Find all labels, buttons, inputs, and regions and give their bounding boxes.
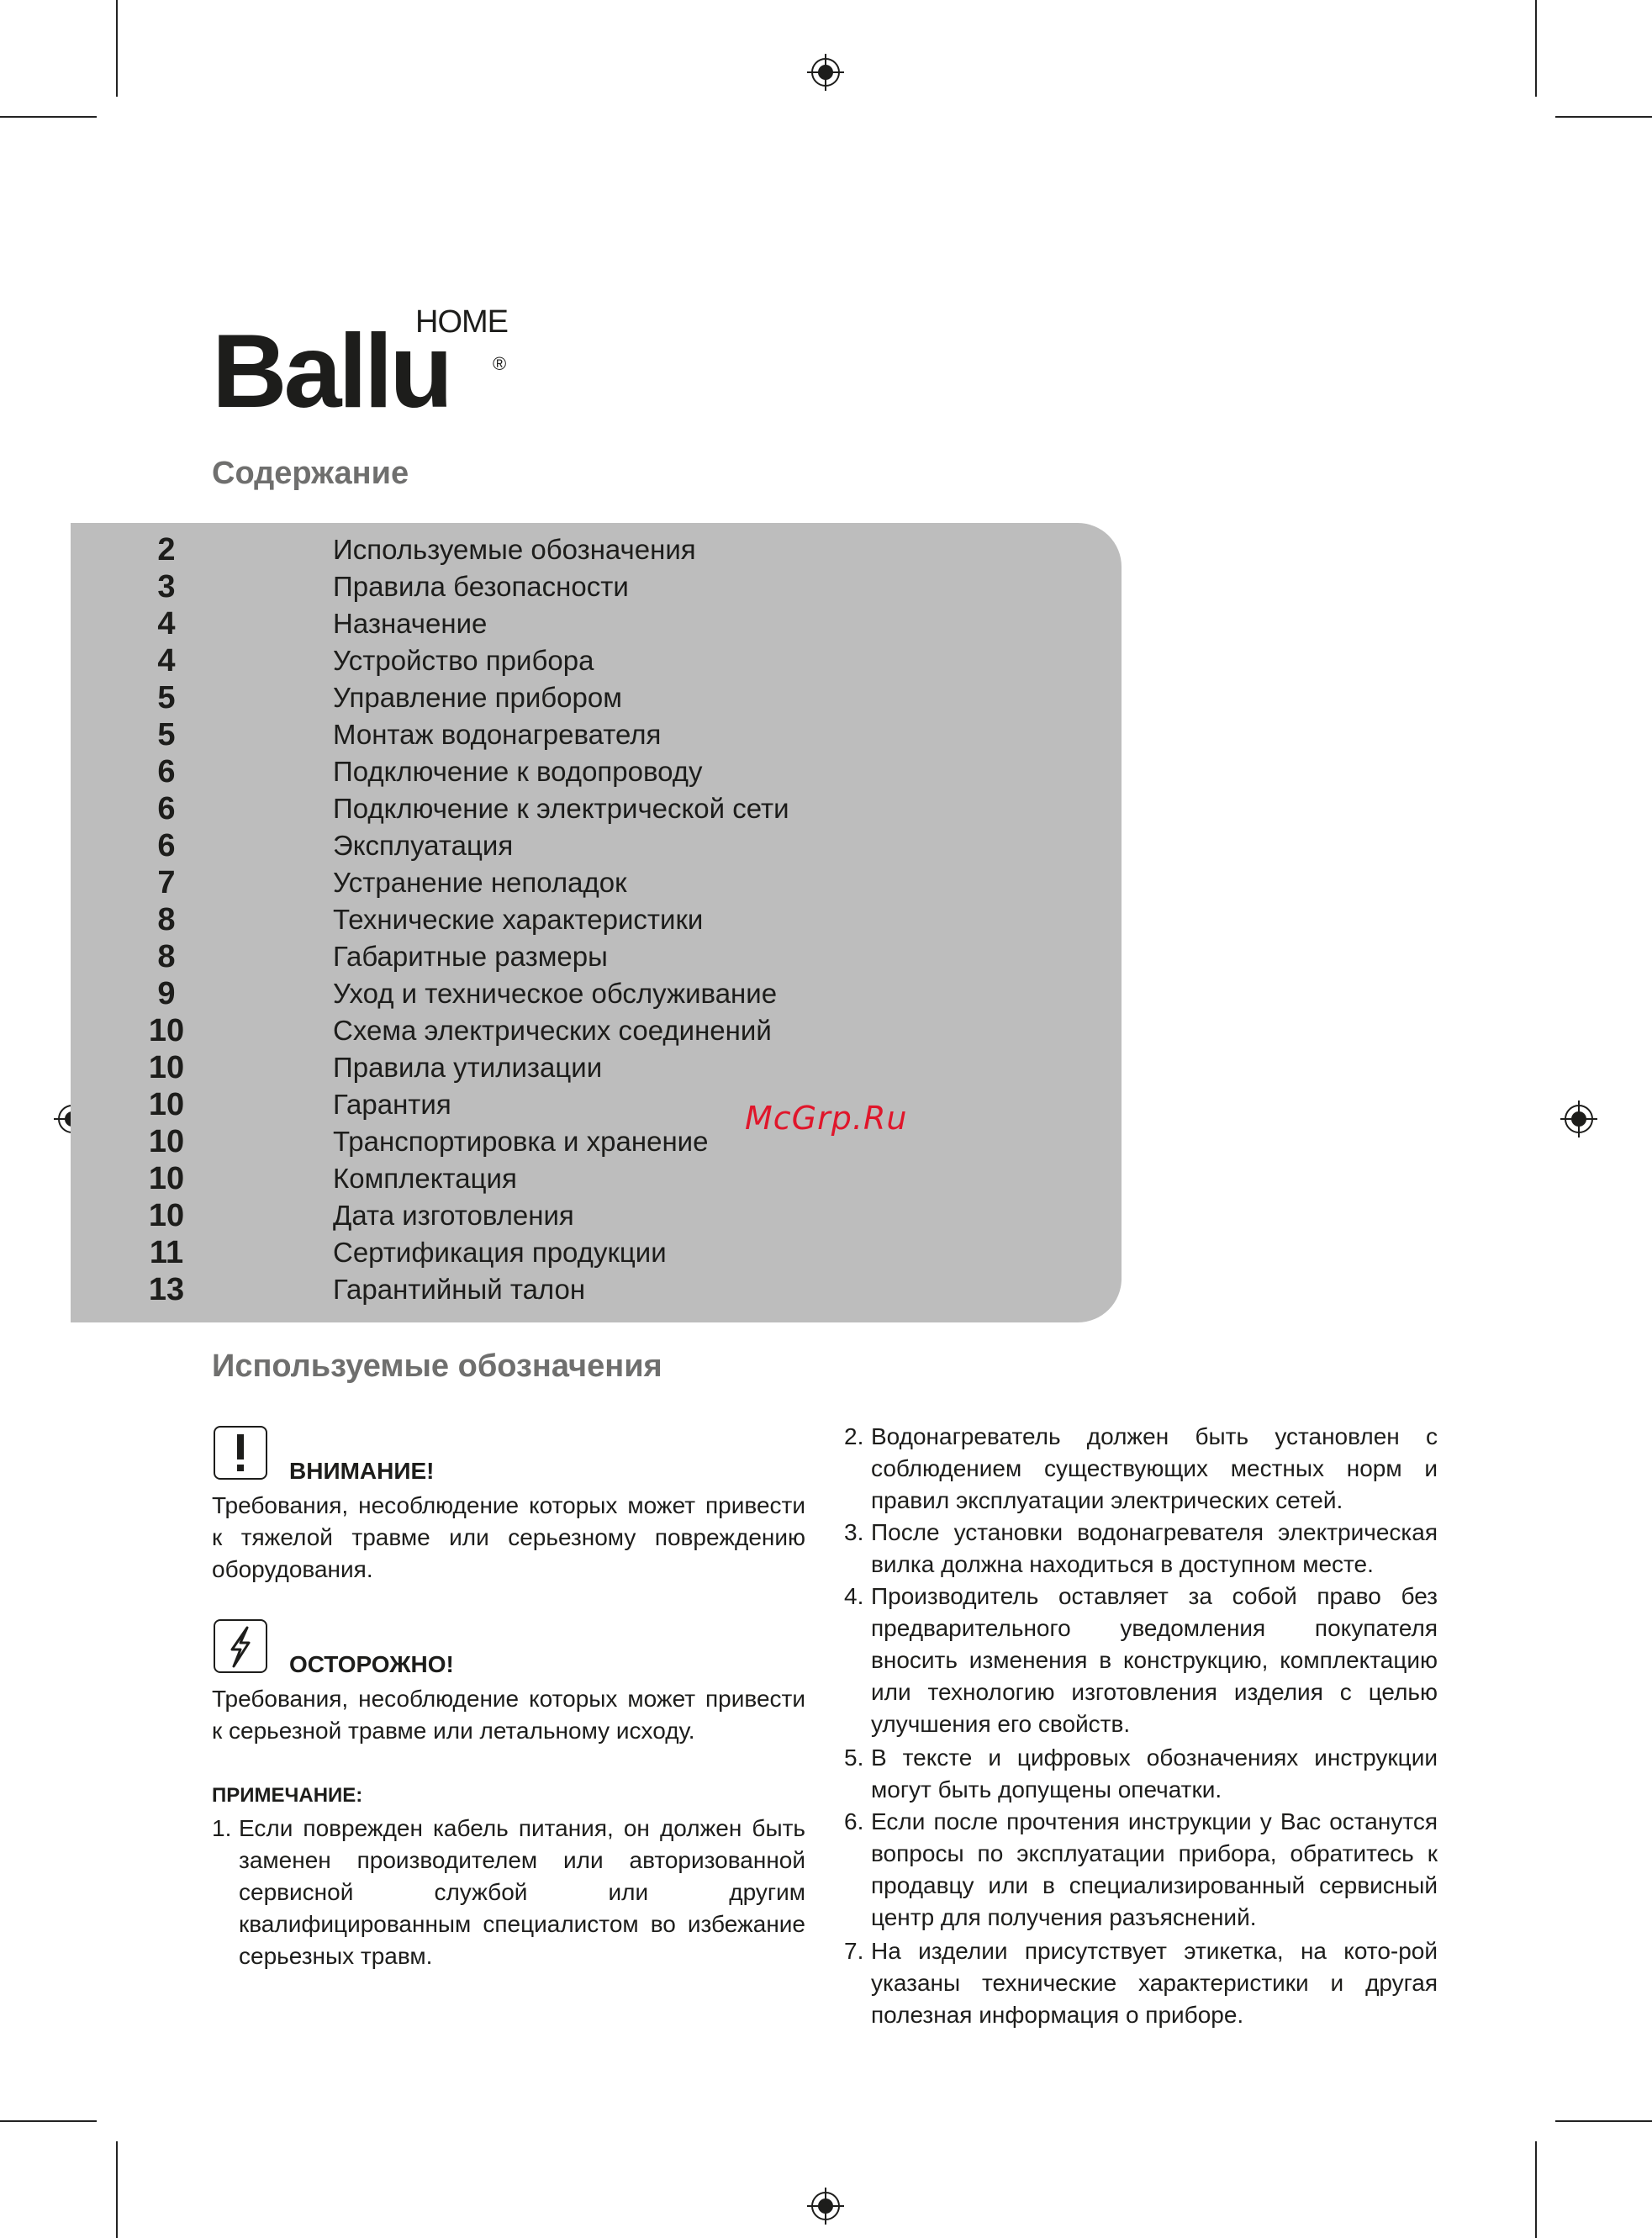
toc-item[interactable] — [71, 864, 911, 901]
toc-label: Назначение — [333, 608, 488, 639]
toc-page-number: 9 — [157, 976, 176, 1011]
toc-label: Устройство прибора — [333, 645, 594, 676]
toc-label: Гарантия — [333, 1089, 451, 1120]
warning-label: ВНИМАНИЕ! — [289, 1458, 435, 1484]
toc-label: Правила утилизации — [333, 1052, 603, 1083]
ballu-logo — [212, 304, 523, 430]
note-item: 1. Если поврежден кабель питания, он должен быть заменен производителем или авторизованной сервисной службой или другим квалифицированным специалистом во избежание серьезных травм. — [212, 1815, 805, 1969]
toc-label: Монтаж водонагревателя — [333, 719, 662, 750]
toc-item[interactable] — [71, 901, 911, 938]
toc-item[interactable] — [71, 975, 911, 1012]
toc-item[interactable] — [71, 1271, 911, 1308]
toc-page-number: 4 — [157, 643, 176, 678]
toc-item[interactable] — [71, 1160, 911, 1197]
toc-page-number: 6 — [157, 828, 176, 863]
note-item: 2. Водонагреватель должен быть установлен с соблюдением существующих местных норм и правил эксплуатации электрических сетей. — [844, 1423, 1438, 1513]
toc-title: Содержание — [212, 456, 409, 491]
note-title: ПРИМЕЧАНИЕ: — [212, 1784, 363, 1807]
crop-mark — [0, 116, 97, 118]
toc-label: Сертификация продукции — [333, 1237, 667, 1268]
toc-label: Габаритные размеры — [333, 941, 608, 972]
crop-mark — [1535, 2141, 1537, 2238]
crop-mark — [1555, 116, 1652, 118]
toc-page-number: 10 — [148, 1087, 185, 1122]
toc-item[interactable] — [71, 1197, 911, 1234]
crop-mark — [1555, 2120, 1652, 2122]
toc-label: Технические характеристики — [333, 904, 704, 935]
toc-label: Подключение к электрической сети — [333, 793, 789, 824]
watermark: McGrp.Ru — [745, 1100, 908, 1137]
crop-mark — [1535, 0, 1537, 97]
toc-item[interactable] — [71, 1012, 911, 1049]
toc-item[interactable] — [71, 531, 911, 568]
toc-label: Используемые обозначения — [333, 534, 696, 565]
registration-mark-icon — [1560, 1101, 1597, 1137]
registration-mark-icon — [807, 2188, 844, 2225]
toc-label: Управление прибором — [333, 682, 622, 713]
note-item: 4. Производитель оставляет за собой право без предварительного уведомления покупателя вносить изменения в конструкцию, комплектацию или технологию изготовления изделия с целью улучшения его свойств. — [844, 1583, 1438, 1737]
toc-item[interactable] — [71, 790, 911, 827]
toc-item[interactable] — [71, 1049, 911, 1086]
toc-page-number: 6 — [157, 791, 176, 826]
toc-label: Правила безопасности — [333, 571, 629, 602]
toc-page-number: 3 — [157, 569, 176, 604]
toc-page-number: 5 — [157, 717, 176, 752]
note-item: 6. Если после прочтения инструкции у Вас останутся вопросы по эксплуатации прибора, обратитесь к продавцу или в специализированный сервисный центр для получения разъяснений. — [844, 1808, 1438, 1930]
toc-label: Схема электрических соединений — [333, 1015, 772, 1046]
toc-page-number: 7 — [157, 865, 176, 900]
crop-mark — [0, 2120, 97, 2122]
toc-page-number: 10 — [148, 1050, 185, 1085]
toc-page-number: 5 — [157, 680, 176, 715]
toc-page-number: 8 — [157, 939, 176, 974]
crop-mark — [116, 0, 118, 97]
toc-page-number: 10 — [148, 1161, 185, 1196]
toc-item[interactable] — [71, 716, 911, 753]
toc-item[interactable] — [71, 605, 911, 642]
toc-page-number: 4 — [157, 606, 176, 641]
warning-text: Требования, несоблюдение которых может привести к тяжелой травме или серьезному повреждению оборудования. — [212, 1492, 805, 1582]
toc-page-number: 10 — [148, 1124, 185, 1159]
logo-wordmark: Ballu — [212, 314, 451, 430]
toc-label: Подключение к водопроводу — [333, 756, 703, 787]
toc-item[interactable] — [71, 827, 911, 864]
symbols-title: Используемые обозначения — [212, 1349, 662, 1384]
toc-label: Дата изготовления — [333, 1200, 574, 1231]
toc-page-number: 2 — [157, 532, 176, 567]
logo-registered: ® — [493, 353, 507, 374]
toc-label: Уход и техническое обслуживание — [333, 978, 778, 1009]
caution-text: Требования, несоблюдение которых может привести к серьезной травме или летальному исходу. — [212, 1686, 805, 1744]
caution-label: ОСТОРОЖНО! — [289, 1651, 454, 1677]
lightning-icon — [214, 1619, 267, 1673]
exclamation-icon — [214, 1426, 267, 1480]
toc-page-number: 8 — [157, 902, 176, 937]
toc-item[interactable] — [71, 753, 911, 790]
toc-label: Гарантийный талон — [333, 1274, 586, 1305]
logo-home: HOME — [415, 304, 508, 340]
toc-item[interactable] — [71, 938, 911, 975]
toc-item[interactable] — [71, 642, 911, 679]
toc-label: Комплектация — [333, 1163, 517, 1194]
toc-page-number: 13 — [148, 1272, 185, 1307]
note-item: 5. В тексте и цифровых обозначениях инструкции могут быть допущены опечатки. — [844, 1744, 1438, 1803]
toc-item[interactable] — [71, 1234, 911, 1271]
note-item: 7. На изделии присутствует этикетка, на кото-рой указаны технические характеристики и другая полезная информация о приборе. — [844, 1938, 1438, 2028]
toc-label: Эксплуатация — [333, 830, 514, 861]
toc-page-number: 11 — [149, 1235, 184, 1270]
toc-label: Транспортировка и хранение — [333, 1126, 709, 1157]
toc-item[interactable] — [71, 568, 911, 605]
note-item: 3. После установки водонагревателя электрическая вилка должна находиться в доступном месте. — [844, 1519, 1438, 1577]
toc-label: Устранение неполадок — [333, 867, 627, 898]
toc-item[interactable] — [71, 679, 911, 716]
toc-page-number: 6 — [157, 754, 176, 789]
toc-page-number: 10 — [148, 1013, 185, 1048]
toc-page-number: 10 — [148, 1198, 185, 1233]
crop-mark — [116, 2141, 118, 2238]
registration-mark-icon — [807, 54, 844, 91]
